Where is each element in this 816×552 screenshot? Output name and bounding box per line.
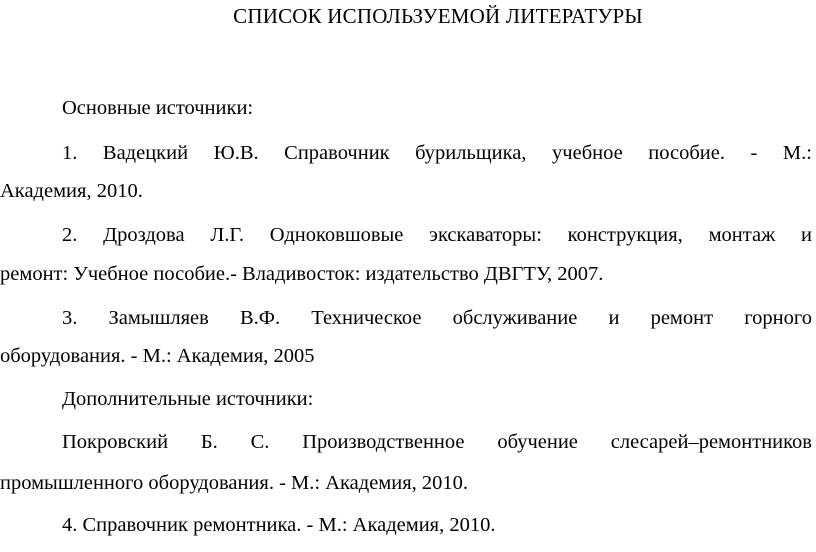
- word: обслуживание: [452, 307, 578, 329]
- word: горного: [744, 307, 812, 329]
- word: Вадецкий: [102, 142, 189, 164]
- word: Справочник: [284, 142, 390, 164]
- word: Одноковшовые: [269, 224, 404, 246]
- word: Дроздова: [103, 224, 185, 246]
- entry-4: 4. Справочник ремонтника. - М.: Академия, 2010.: [62, 514, 496, 536]
- additional-entry-line-2: промышленного оборудования. - М.: Академия, 2010.: [0, 472, 469, 494]
- word: и: [801, 224, 812, 246]
- word: Л.Г.: [210, 224, 245, 246]
- additional-sources-heading: Дополнительные источники:: [62, 388, 314, 410]
- word: С.: [250, 431, 270, 453]
- word: и: [608, 307, 620, 329]
- entry-3-line-1: [0, 305, 816, 331]
- word: обучение: [497, 431, 578, 453]
- word: М.:: [782, 142, 812, 164]
- page-title: СПИСОК ИСПОЛЬЗУЕМОЙ ЛИТЕРАТУРЫ: [233, 4, 643, 28]
- word: 3.: [62, 307, 78, 329]
- word: Ю.В.: [213, 142, 259, 164]
- word: Производственное: [302, 431, 465, 453]
- additional-entry-line-1: [0, 429, 816, 455]
- entry-1-line-2: Академия, 2010.: [0, 180, 143, 202]
- entry-3-line-2: оборудования. - М.: Академия, 2005: [0, 345, 315, 367]
- word: Замышляев: [108, 307, 209, 329]
- word: -: [750, 142, 758, 164]
- word: В.Ф.: [239, 307, 281, 329]
- primary-sources-heading: Основные источники:: [62, 97, 254, 119]
- word: монтаж: [708, 224, 776, 246]
- entry-1-line-1: [0, 140, 816, 166]
- word: Покровский: [62, 431, 169, 453]
- entry-2-line-1: [0, 222, 816, 248]
- word: 2.: [62, 224, 78, 246]
- word: Б.: [200, 431, 218, 453]
- word: Техническое: [311, 307, 422, 329]
- word: учебное: [552, 142, 623, 164]
- word: пособие.: [648, 142, 725, 164]
- word: бурильщика,: [415, 142, 527, 164]
- word: 1.: [62, 142, 78, 164]
- word: слесарей–ремонтников: [610, 431, 812, 453]
- word: конструкция,: [567, 224, 683, 246]
- word: экскаваторы:: [429, 224, 542, 246]
- entry-2-line-2: ремонт: Учебное пособие.- Владивосток: издательство ДВГТУ, 2007.: [0, 263, 604, 285]
- word: ремонт: [650, 307, 714, 329]
